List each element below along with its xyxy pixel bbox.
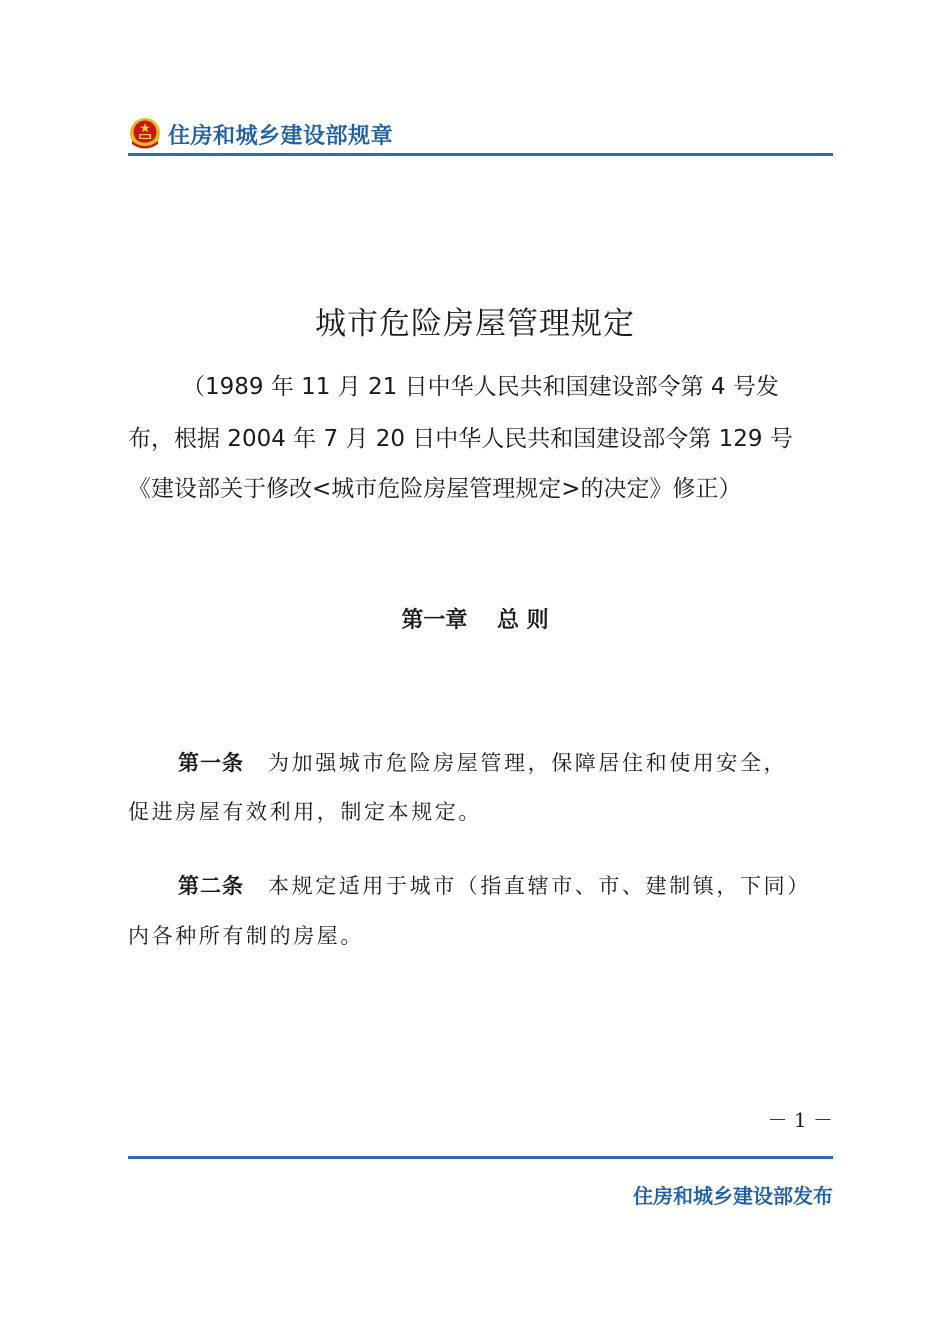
header-title: 住房和城乡建设部规章: [168, 123, 394, 149]
document-subtitle-line-3: 《建设部关于修改<城市危险房屋管理规定>的决定》修正）: [128, 476, 742, 502]
document-subtitle-line-1: （1989 年 11 月 21 日中华人民共和国建设部令第 4 号发: [182, 374, 779, 400]
page-header: [128, 114, 833, 154]
article-2-heading: 第二条: [178, 874, 244, 898]
national-emblem-icon: [128, 117, 162, 151]
header-divider: [128, 153, 833, 156]
article-1-line-2: 促进房屋有效利用，制定本规定。: [128, 800, 482, 824]
article-2-line-2: 内各种所有制的房屋。: [128, 924, 364, 948]
article-1-text-1: 为加强城市危险房屋管理，保障居住和使用安全，: [268, 751, 788, 775]
document-title: 城市危险房屋管理规定: [315, 306, 635, 342]
document-subtitle-line-2: 布，根据 2004 年 7 月 20 日中华人民共和国建设部令第 129 号: [128, 426, 793, 452]
footer-publisher: 住房和城乡建设部发布: [633, 1184, 833, 1208]
chapter-heading: 第一章 总 则: [401, 608, 549, 633]
article-1-heading: 第一条: [178, 751, 244, 775]
page-number: － 1 －: [767, 1108, 833, 1132]
article-1-line-1: [178, 747, 833, 777]
footer-divider: [128, 1156, 833, 1159]
article-2-line-1: [178, 870, 833, 900]
article-2-text-1: 本规定适用于城市（指直辖市、市、建制镇，下同）: [268, 874, 811, 898]
